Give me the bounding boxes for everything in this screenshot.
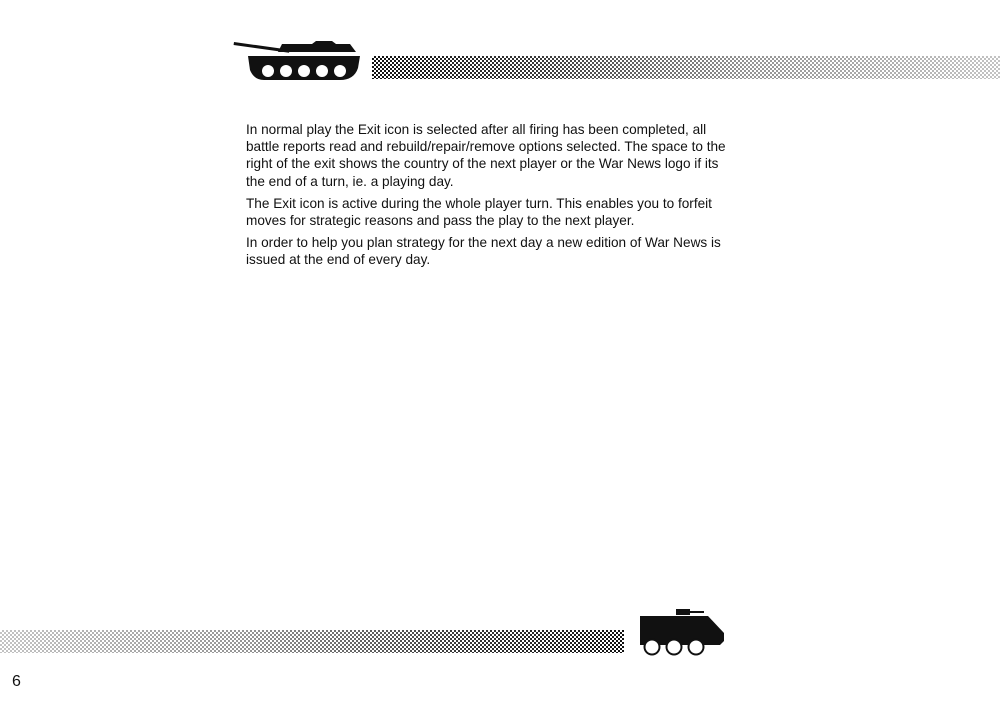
footer-checkered-band (0, 630, 624, 653)
header-checkered-band (372, 56, 1000, 79)
armored-vehicle-icon (636, 607, 728, 659)
body-text (246, 121, 726, 274)
paragraph-exit-icon-usage: In normal play the Exit icon is selected after all firing has been completed, all battle reports read and rebuild/repair/remove options selected. The space to the right of the exit shows the country of the next player or the War News logo if its the end of a turn, ie. a playing day. (246, 122, 726, 189)
page-number: 6 (12, 673, 21, 690)
paragraph-exit-icon-active: The Exit icon is active during the whole player turn. This enables you to forfeit moves for strategic reasons and pass the play to the next player. (246, 195, 712, 229)
paragraph-war-news: In order to help you plan strategy for the next day a new edition of War News is issued at the end of every day. (246, 235, 721, 268)
tank-icon (232, 38, 364, 84)
